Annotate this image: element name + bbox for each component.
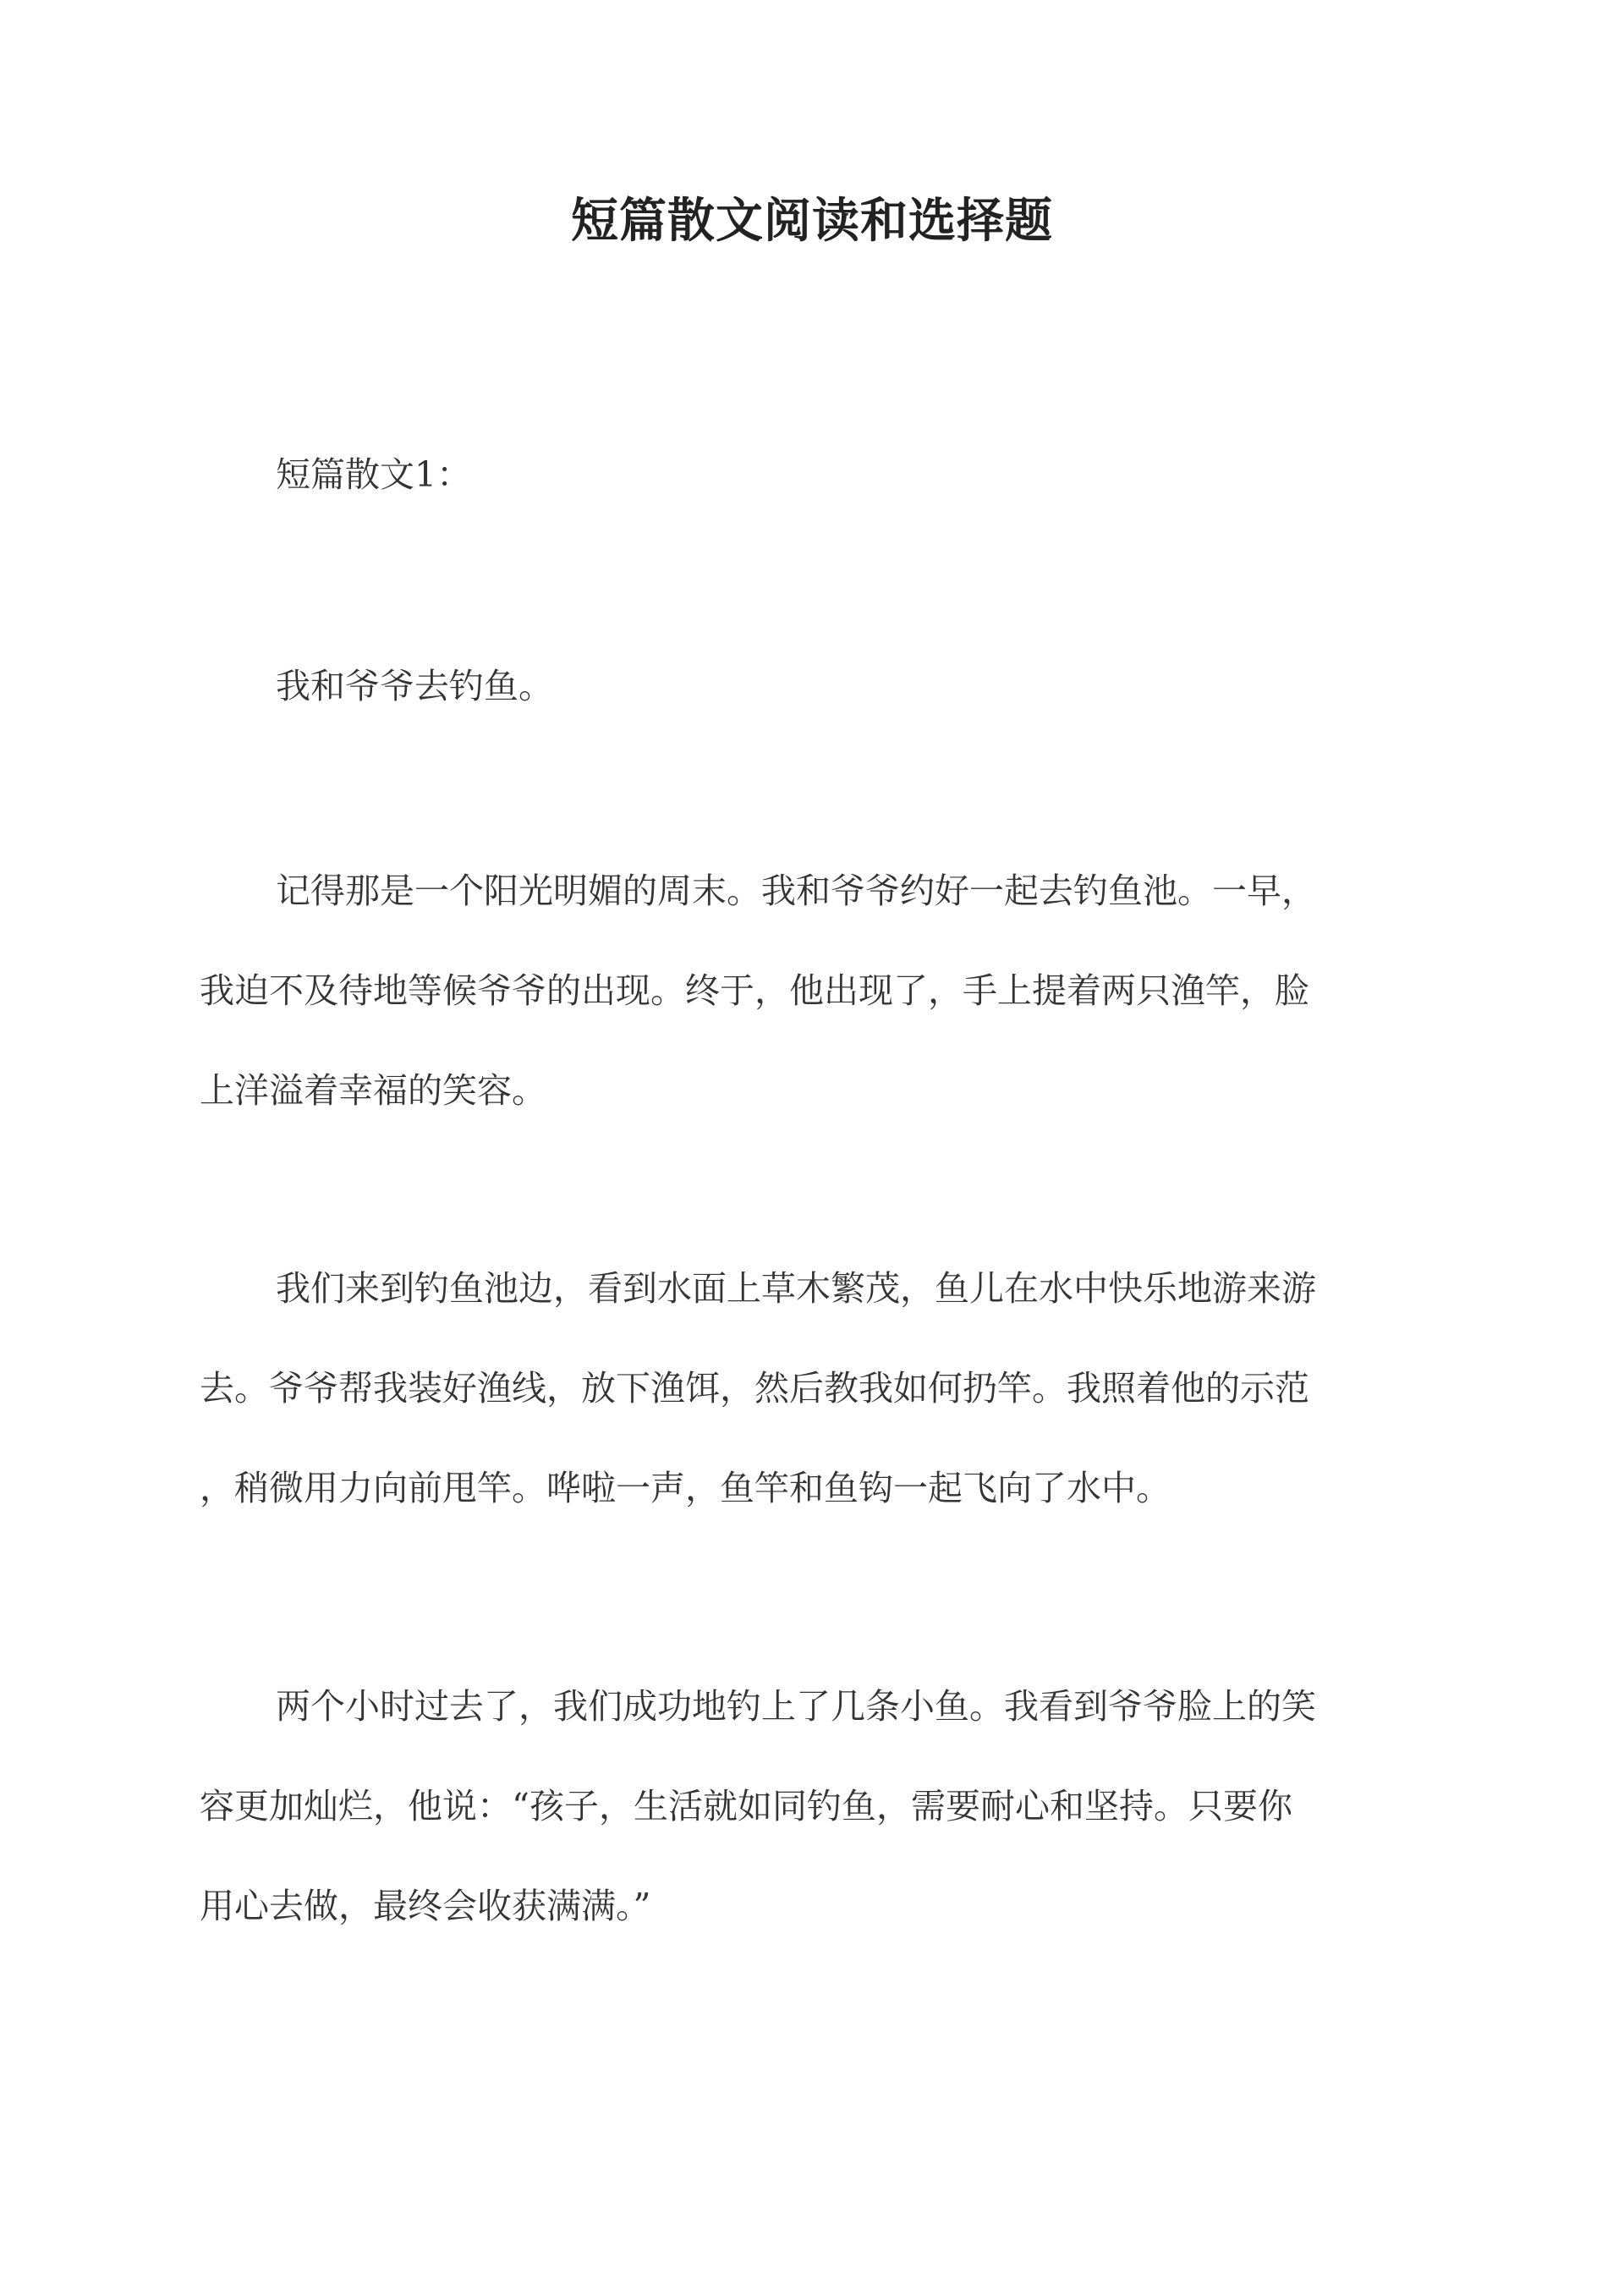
section-label: 短篇散文1： bbox=[276, 454, 472, 495]
paragraph-line: 我迫不及待地等候爷爷的出现。终于，他出现了，手上提着两只渔竿，脸 bbox=[200, 970, 1309, 1011]
paragraph-line: 去。爷爷帮我装好渔线，放下渔饵，然后教我如何扔竿。我照着他的示范 bbox=[200, 1368, 1309, 1409]
paragraph-3 bbox=[200, 1656, 1424, 1956]
document-title: 短篇散文阅读和选择题 bbox=[571, 193, 1053, 249]
essay-title: 我和爷爷去钓鱼。 bbox=[276, 666, 553, 706]
paragraph-line: 两个小时过去了，我们成功地钓上了几条小鱼。我看到爷爷脸上的笑 bbox=[276, 1686, 1316, 1727]
paragraph-line: 用心去做，最终会收获满满。” bbox=[200, 1886, 651, 1926]
paragraph-line: 上洋溢着幸福的笑容。 bbox=[200, 1070, 546, 1111]
paragraph-line: ，稍微用力向前甩竿。哗啦一声，鱼竿和鱼钩一起飞向了水中。 bbox=[200, 1468, 1171, 1508]
paragraph-line: 记得那是一个阳光明媚的周末。我和爷爷约好一起去钓鱼池。一早， bbox=[276, 871, 1316, 911]
paragraph-1 bbox=[200, 841, 1424, 1140]
paragraph-line: 容更加灿烂，他说：“孩子，生活就如同钓鱼，需要耐心和坚持。只要你 bbox=[200, 1786, 1292, 1826]
paragraph-2 bbox=[200, 1239, 1424, 1538]
paragraph-line: 我们来到钓鱼池边，看到水面上草木繁茂，鱼儿在水中快乐地游来游 bbox=[276, 1268, 1316, 1309]
